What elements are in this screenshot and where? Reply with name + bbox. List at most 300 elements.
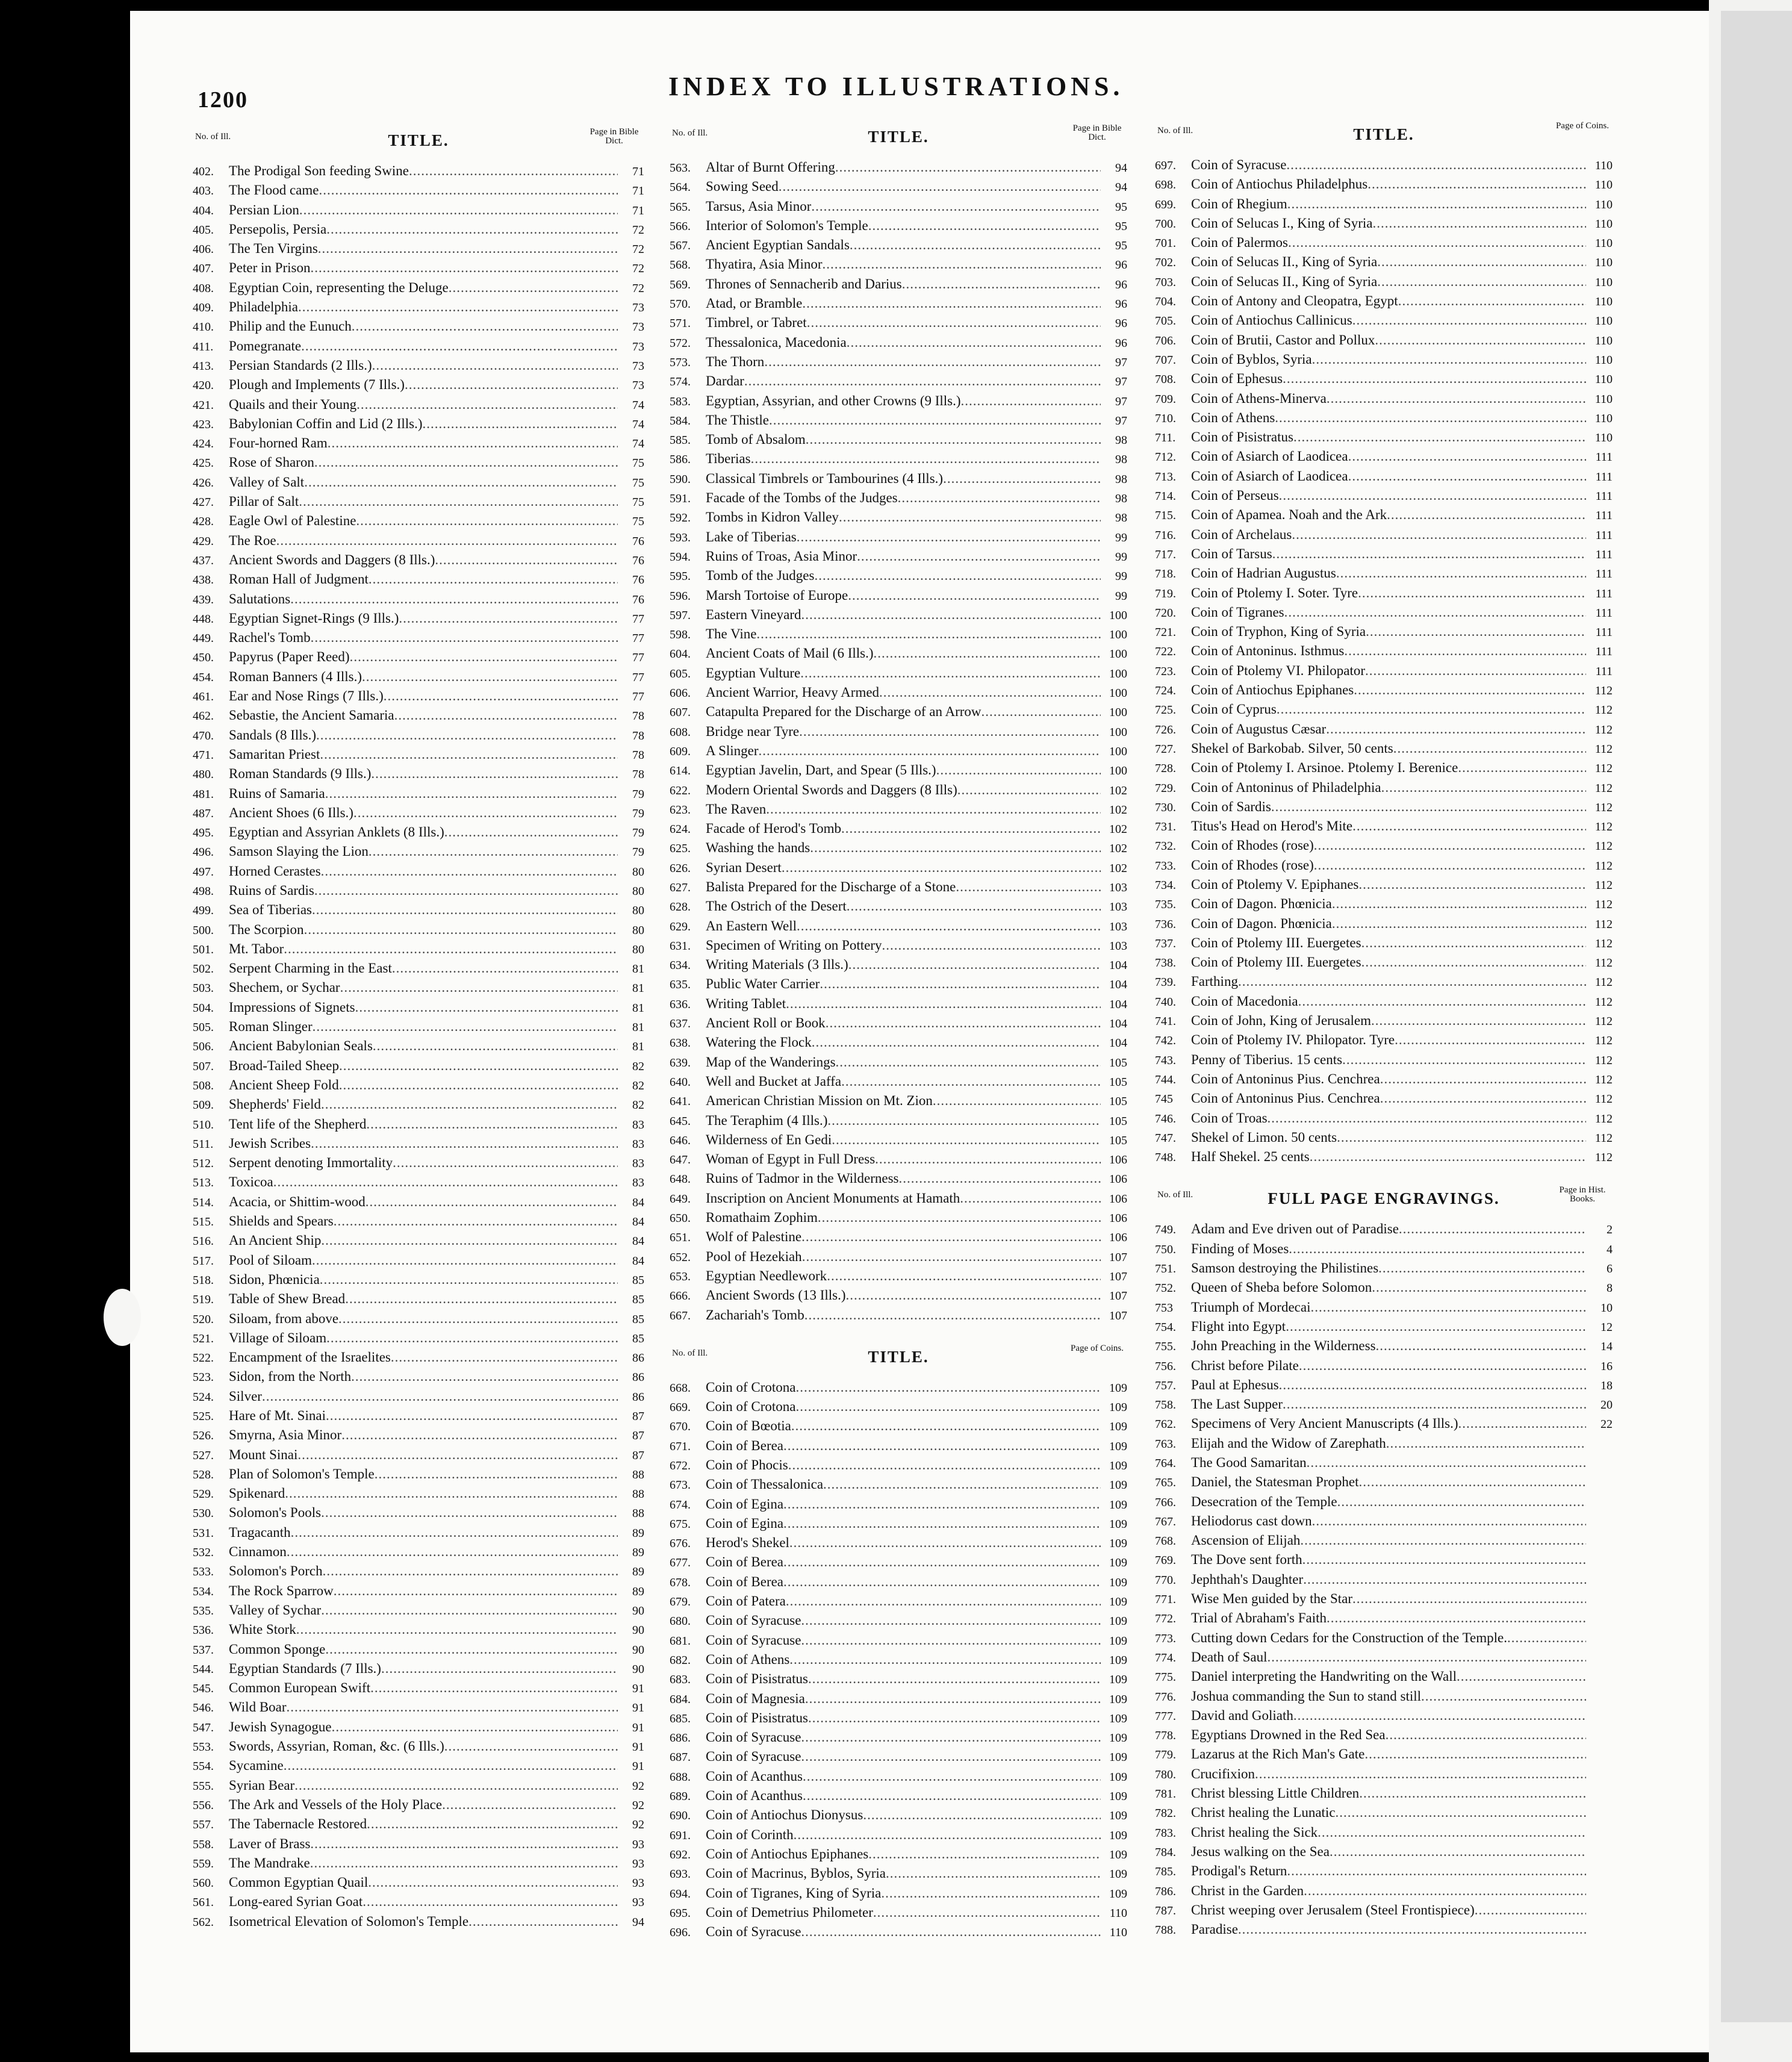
index-entry bbox=[1155, 369, 1613, 388]
illustration-number: 532. bbox=[193, 1546, 214, 1560]
page-ref: 109 bbox=[1109, 1420, 1127, 1434]
illustration-title: Coin of Tigranes, King of Syria bbox=[706, 1885, 882, 1901]
illustration-title: Coin of Rhodes (rose) bbox=[1191, 857, 1314, 873]
page-ref: 110 bbox=[1594, 295, 1613, 309]
leader-dots bbox=[1361, 933, 1586, 953]
leader-dots bbox=[321, 1231, 618, 1250]
page-ref: 109 bbox=[1109, 1692, 1127, 1706]
header-page-label: Page of Coins. bbox=[1071, 1343, 1124, 1353]
leader-dots bbox=[1399, 1219, 1586, 1239]
leader-dots bbox=[1314, 856, 1586, 875]
page-ref: 85 bbox=[632, 1273, 644, 1287]
leader-dots bbox=[442, 1795, 618, 1814]
index-entry bbox=[193, 161, 644, 181]
index-entry bbox=[670, 1728, 1127, 1747]
index-section bbox=[670, 120, 1127, 1325]
illustration-title: Bridge near Tyre bbox=[706, 723, 800, 739]
index-entry bbox=[1155, 1784, 1613, 1803]
illustration-number: 645. bbox=[670, 1114, 691, 1128]
page-ref: 96 bbox=[1115, 336, 1127, 350]
leader-dots bbox=[841, 819, 1101, 838]
index-entry bbox=[1155, 331, 1613, 350]
illustration-title: Daniel interpreting the Handwriting on the Wall bbox=[1191, 1669, 1457, 1684]
leader-dots bbox=[334, 1581, 618, 1601]
illustration-number: 429. bbox=[193, 534, 214, 548]
page-ref: 112 bbox=[1594, 800, 1613, 814]
page-ref: 72 bbox=[632, 281, 644, 295]
illustration-number: 556. bbox=[193, 1798, 214, 1812]
illustration-number: 648. bbox=[670, 1173, 691, 1186]
leader-dots bbox=[321, 1503, 618, 1522]
leader-dots bbox=[1307, 1453, 1586, 1472]
illustration-number: 597. bbox=[670, 608, 691, 622]
illustration-number: 755. bbox=[1155, 1340, 1176, 1354]
page-ref: 82 bbox=[632, 1059, 644, 1073]
leader-dots bbox=[1286, 1317, 1586, 1336]
page-ref: 80 bbox=[632, 904, 644, 918]
illustration-title: Solomon's Porch bbox=[229, 1563, 323, 1579]
page-ref: 90 bbox=[632, 1604, 644, 1618]
index-entry bbox=[1155, 1920, 1613, 1939]
page-ref: 99 bbox=[1115, 550, 1127, 564]
page-ref: 111 bbox=[1595, 626, 1613, 640]
illustration-title: Coin of Apamea. Noah and the Ark bbox=[1191, 507, 1387, 523]
illustration-title: Trial of Abraham's Faith bbox=[1191, 1610, 1327, 1626]
illustration-title: Ruins of Sardis bbox=[229, 882, 314, 898]
page-ref: 112 bbox=[1594, 995, 1613, 1009]
page-ref: 99 bbox=[1115, 531, 1127, 544]
leader-dots bbox=[898, 488, 1101, 508]
leader-dots bbox=[850, 235, 1101, 255]
page-ref: 111 bbox=[1595, 567, 1613, 581]
leader-dots bbox=[769, 411, 1101, 430]
illustration-title: An Ancient Ship bbox=[229, 1233, 322, 1248]
leader-dots bbox=[801, 1747, 1101, 1766]
index-entry bbox=[1155, 584, 1613, 603]
illustration-title: Christ blessing Little Children bbox=[1191, 1786, 1360, 1801]
leader-dots bbox=[811, 197, 1101, 216]
page-ref: 112 bbox=[1594, 839, 1613, 853]
leader-dots bbox=[868, 1845, 1101, 1864]
illustration-number: 408. bbox=[193, 281, 214, 295]
index-entry bbox=[193, 550, 644, 570]
page-ref: 107 bbox=[1109, 1289, 1127, 1303]
illustration-title: Facade of the Tombs of the Judges bbox=[706, 490, 898, 506]
leader-dots bbox=[369, 842, 618, 861]
illustration-title: Coin of Syracuse bbox=[706, 1924, 801, 1940]
index-entry bbox=[670, 586, 1127, 605]
page-ref: 111 bbox=[1595, 547, 1613, 561]
leader-dots bbox=[1358, 584, 1586, 603]
illustration-title: Herod's Shekel bbox=[706, 1535, 789, 1551]
page-ref: 20 bbox=[1601, 1398, 1613, 1412]
page-ref: 109 bbox=[1109, 1401, 1127, 1415]
illustration-number: 413. bbox=[193, 359, 214, 373]
illustration-title: Egyptian Vulture bbox=[706, 665, 801, 681]
page-ref: 109 bbox=[1109, 1848, 1127, 1861]
illustration-title: Coin of Hadrian Augustus bbox=[1191, 565, 1336, 581]
illustration-title: Mt. Tabor bbox=[229, 941, 284, 956]
index-entry bbox=[670, 235, 1127, 255]
illustration-title: Philip and the Eunuch bbox=[229, 319, 352, 334]
index-entry bbox=[193, 1231, 644, 1250]
index-entry bbox=[193, 1562, 644, 1581]
page-ref: 109 bbox=[1109, 1867, 1127, 1881]
header-number-label: No. of Ill. bbox=[195, 132, 231, 142]
leader-dots bbox=[1395, 1030, 1586, 1050]
illustration-number: 636. bbox=[670, 997, 691, 1011]
illustration-title: Long-eared Syrian Goat bbox=[229, 1894, 363, 1910]
index-entry bbox=[193, 1056, 644, 1076]
index-entry bbox=[670, 625, 1127, 644]
illustration-title: Coin of Macrinus, Byblos, Syria bbox=[706, 1866, 886, 1881]
page-ref: 110 bbox=[1594, 334, 1613, 347]
leader-dots bbox=[1364, 1745, 1586, 1764]
index-entry bbox=[670, 1786, 1127, 1805]
page-ref: 89 bbox=[632, 1546, 644, 1560]
illustration-number: 521. bbox=[193, 1332, 214, 1345]
leader-dots bbox=[1458, 758, 1586, 777]
illustration-number: 497. bbox=[193, 865, 214, 879]
index-entry bbox=[670, 411, 1127, 430]
leader-dots bbox=[1299, 1356, 1586, 1375]
illustration-number: 700. bbox=[1155, 217, 1176, 231]
illustration-number: 450. bbox=[193, 651, 214, 665]
illustration-number: 637. bbox=[670, 1017, 691, 1031]
index-entry bbox=[193, 1718, 644, 1737]
leader-dots bbox=[789, 1533, 1101, 1553]
page-ref: 100 bbox=[1109, 706, 1127, 720]
illustration-number: 777. bbox=[1155, 1709, 1176, 1723]
page-ref: 89 bbox=[632, 1584, 644, 1598]
illustration-title: Tragacanth bbox=[229, 1524, 291, 1540]
page-ref: 100 bbox=[1109, 667, 1127, 681]
illustration-title: Timbrel, or Tabret bbox=[706, 315, 807, 331]
page-ref: 85 bbox=[632, 1293, 644, 1307]
index-entry bbox=[1155, 1842, 1613, 1861]
illustration-number: 554. bbox=[193, 1760, 214, 1774]
illustration-number: 519. bbox=[193, 1293, 214, 1307]
illustration-title: A Slinger bbox=[706, 743, 759, 758]
illustration-number: 695. bbox=[670, 1906, 691, 1920]
illustration-number: 781. bbox=[1155, 1787, 1176, 1801]
illustration-title: Coin of Ptolemy III. Euergetes bbox=[1191, 935, 1361, 950]
page-ref: 75 bbox=[632, 515, 644, 529]
index-entry bbox=[670, 722, 1127, 741]
illustration-title: Babylonian Coffin and Lid (2 Ills.) bbox=[229, 416, 423, 431]
page-ref: 2 bbox=[1607, 1223, 1613, 1237]
illustration-number: 733. bbox=[1155, 859, 1176, 873]
illustration-number: 439. bbox=[193, 593, 214, 606]
illustration-title: Samson destroying the Philistines bbox=[1191, 1260, 1379, 1276]
index-entry bbox=[670, 1767, 1127, 1786]
page-ref: 96 bbox=[1115, 258, 1127, 272]
page-ref: 100 bbox=[1109, 647, 1127, 661]
leader-dots bbox=[1302, 1550, 1586, 1569]
page-ref: 10 bbox=[1601, 1301, 1613, 1315]
leader-dots bbox=[1279, 486, 1586, 505]
page-ref: 112 bbox=[1594, 762, 1613, 776]
illustration-title: Coin of Antoninus Pius. Cenchrea bbox=[1191, 1071, 1380, 1086]
illustration-title: Ancient Sheep Fold bbox=[229, 1077, 339, 1092]
page-ref: 103 bbox=[1109, 920, 1127, 933]
illustration-number: 506. bbox=[193, 1040, 214, 1054]
leader-dots bbox=[310, 1854, 618, 1873]
illustration-number: 677. bbox=[670, 1556, 691, 1570]
illustration-number: 627. bbox=[670, 880, 691, 894]
page-ref: 110 bbox=[1594, 314, 1613, 328]
leader-dots bbox=[314, 881, 618, 900]
index-entry bbox=[1155, 739, 1613, 758]
leader-dots bbox=[846, 1286, 1101, 1305]
index-entry bbox=[1155, 1375, 1613, 1395]
index-entry bbox=[193, 1640, 644, 1659]
leader-dots bbox=[350, 647, 618, 667]
page-ref: 80 bbox=[632, 923, 644, 937]
page-ref: 80 bbox=[632, 865, 644, 879]
index-entry bbox=[670, 488, 1127, 508]
illustration-number: 624. bbox=[670, 823, 691, 836]
index-entry bbox=[670, 917, 1127, 936]
index-entry bbox=[1155, 1881, 1613, 1901]
index-entry bbox=[193, 201, 644, 220]
illustration-number: 772. bbox=[1155, 1612, 1176, 1626]
illustration-title: Coin of Patera bbox=[706, 1593, 786, 1609]
illustration-title: Ear and Nose Rings (7 Ills.) bbox=[229, 688, 384, 704]
illustration-number: 510. bbox=[193, 1118, 214, 1132]
illustration-number: 504. bbox=[193, 1001, 214, 1015]
illustration-title: Thyatira, Asia Minor bbox=[706, 257, 823, 272]
illustration-number: 687. bbox=[670, 1751, 691, 1765]
illustration-number: 694. bbox=[670, 1887, 691, 1901]
index-entry bbox=[670, 1416, 1127, 1436]
illustration-title: Coin of Pisistratus bbox=[706, 1671, 808, 1687]
illustration-title: The Tabernacle Restored bbox=[229, 1816, 367, 1832]
illustration-number: 641. bbox=[670, 1095, 691, 1109]
leader-dots bbox=[1287, 1861, 1586, 1881]
illustration-title: Broad-Tailed Sheep bbox=[229, 1057, 339, 1073]
page-ref: 84 bbox=[632, 1235, 644, 1248]
illustration-number: 625. bbox=[670, 842, 691, 856]
page-ref: 77 bbox=[632, 670, 644, 684]
leader-dots bbox=[1387, 505, 1586, 525]
leader-dots bbox=[863, 1805, 1101, 1825]
leader-dots bbox=[847, 333, 1101, 352]
illustration-number: 771. bbox=[1155, 1593, 1176, 1607]
leader-dots bbox=[320, 745, 618, 764]
page-ref: 109 bbox=[1109, 1790, 1127, 1804]
page-ref: 78 bbox=[632, 748, 644, 762]
illustration-title: Coin of Ephesus bbox=[1191, 371, 1283, 387]
page-ref: 92 bbox=[632, 1818, 644, 1832]
page-ref: 111 bbox=[1595, 606, 1613, 620]
page-ref: 112 bbox=[1594, 859, 1613, 873]
leader-dots bbox=[957, 780, 1101, 800]
illustration-title: Interior of Solomon's Temple bbox=[706, 217, 868, 233]
index-entry bbox=[1155, 933, 1613, 953]
leader-dots bbox=[1287, 195, 1586, 214]
leader-dots bbox=[796, 1378, 1101, 1397]
illustration-number: 742. bbox=[1155, 1034, 1176, 1048]
page-ref: 109 bbox=[1109, 1498, 1127, 1512]
illustration-number: 681. bbox=[670, 1634, 691, 1648]
illustration-number: 727. bbox=[1155, 742, 1176, 756]
illustration-number: 536. bbox=[193, 1624, 214, 1637]
leader-dots bbox=[1359, 1472, 1587, 1492]
illustration-number: 788. bbox=[1155, 1923, 1176, 1937]
leader-dots bbox=[786, 1592, 1101, 1611]
page-ref: 84 bbox=[632, 1215, 644, 1229]
index-entry bbox=[193, 1445, 644, 1465]
illustration-number: 696. bbox=[670, 1926, 691, 1940]
leader-dots bbox=[805, 1689, 1101, 1708]
illustration-number: 720. bbox=[1155, 606, 1176, 620]
index-entry bbox=[193, 337, 644, 356]
illustration-title: Titus's Head on Herod's Mite bbox=[1191, 818, 1353, 834]
index-entry bbox=[1155, 914, 1613, 933]
illustration-number: 514. bbox=[193, 1195, 214, 1209]
illustration-number: 711. bbox=[1155, 431, 1176, 445]
leader-dots bbox=[818, 1208, 1101, 1227]
illustration-number: 523. bbox=[193, 1371, 214, 1385]
index-entry bbox=[193, 745, 644, 764]
illustration-number: 470. bbox=[193, 729, 214, 743]
page-ref: 109 bbox=[1109, 1615, 1127, 1628]
illustration-title: Coin of Selucas II., King of Syria bbox=[1191, 254, 1378, 270]
page-ref: 87 bbox=[632, 1448, 644, 1462]
illustration-number: 672. bbox=[670, 1459, 691, 1472]
leader-dots bbox=[1376, 1336, 1586, 1356]
leader-dots bbox=[1375, 331, 1586, 350]
illustration-number: 533. bbox=[193, 1565, 214, 1579]
section-gap bbox=[1155, 1166, 1613, 1182]
page-ref: 112 bbox=[1594, 684, 1613, 698]
page-ref: 106 bbox=[1109, 1212, 1127, 1226]
illustration-title: Coin of Cyprus bbox=[1191, 702, 1277, 717]
illustration-title: Finding of Moses bbox=[1191, 1241, 1289, 1256]
leader-dots bbox=[351, 1367, 618, 1386]
illustration-title: The Thistle bbox=[706, 412, 769, 428]
leader-dots bbox=[786, 994, 1101, 1014]
index-entry bbox=[670, 1053, 1127, 1072]
illustration-number: 517. bbox=[193, 1254, 214, 1268]
page-ref: 109 bbox=[1109, 1673, 1127, 1687]
leader-dots bbox=[796, 1397, 1101, 1416]
page-ref: 111 bbox=[1595, 490, 1613, 503]
illustration-title: Ancient Babylonian Seals bbox=[229, 1038, 373, 1054]
index-entry bbox=[193, 1854, 644, 1873]
illustration-number: 719. bbox=[1155, 587, 1176, 600]
index-entry bbox=[1155, 1070, 1613, 1089]
leader-dots bbox=[1380, 1089, 1586, 1108]
illustration-number: 571. bbox=[670, 317, 691, 331]
illustration-number: 776. bbox=[1155, 1690, 1176, 1704]
page-ref: 98 bbox=[1115, 511, 1127, 525]
index-entry bbox=[193, 258, 644, 278]
leader-dots bbox=[294, 1776, 618, 1795]
index-entry bbox=[670, 1014, 1127, 1033]
illustration-title: Laver of Brass bbox=[229, 1836, 311, 1851]
leader-dots bbox=[310, 258, 618, 278]
index-entry bbox=[670, 1553, 1127, 1572]
illustration-number: 569. bbox=[670, 278, 691, 291]
illustration-title: The Rock Sparrow bbox=[229, 1583, 334, 1598]
illustration-number: 667. bbox=[670, 1309, 691, 1322]
page-ref: 84 bbox=[632, 1195, 644, 1209]
illustration-title: Coin of Syracuse bbox=[706, 1613, 801, 1628]
leader-dots bbox=[356, 395, 618, 414]
header-page-label: Page in Bible Dict. bbox=[1072, 123, 1122, 142]
illustration-number: 783. bbox=[1155, 1826, 1176, 1840]
page-ref: 112 bbox=[1594, 742, 1613, 756]
index-entry bbox=[193, 1678, 644, 1698]
illustration-number: 704. bbox=[1155, 295, 1176, 309]
index-entry bbox=[193, 881, 644, 900]
page-ref: 71 bbox=[632, 165, 644, 178]
leader-dots bbox=[1352, 311, 1586, 330]
leader-dots bbox=[316, 726, 618, 745]
illustration-title: Coin of Ptolemy III. Euergetes bbox=[1191, 955, 1361, 970]
index-entry bbox=[193, 764, 644, 783]
illustration-number: 715. bbox=[1155, 509, 1176, 523]
leader-dots bbox=[1336, 564, 1586, 583]
leader-dots bbox=[857, 547, 1101, 566]
illustration-title: Coin of Asiarch of Laodicea bbox=[1191, 468, 1348, 484]
page-ref: 73 bbox=[632, 301, 644, 315]
illustration-number: 770. bbox=[1155, 1573, 1176, 1587]
leader-dots bbox=[284, 939, 618, 959]
illustration-number: 520. bbox=[193, 1312, 214, 1326]
leader-dots bbox=[759, 741, 1101, 761]
page-ref: 86 bbox=[632, 1390, 644, 1404]
index-entry bbox=[193, 1698, 644, 1717]
page-ref: 72 bbox=[632, 262, 644, 276]
leader-dots bbox=[319, 181, 618, 200]
index-column-1 bbox=[193, 124, 644, 1931]
illustration-title: Samson Slaying the Lion bbox=[229, 844, 369, 859]
illustration-title: Coin of Selucas II., King of Syria bbox=[1191, 273, 1378, 289]
illustration-number: 507. bbox=[193, 1059, 214, 1073]
leader-dots bbox=[345, 1289, 618, 1309]
index-entry bbox=[1155, 1589, 1613, 1609]
illustration-title: Coin of Tigranes bbox=[1191, 604, 1284, 620]
illustration-title: Pool of Hezekiah bbox=[706, 1248, 802, 1264]
index-entry bbox=[1155, 1628, 1613, 1648]
index-entry bbox=[193, 1328, 644, 1348]
index-entry bbox=[1155, 875, 1613, 894]
illustration-title: Triumph of Mordecai bbox=[1191, 1299, 1311, 1315]
page-ref: 76 bbox=[632, 553, 644, 567]
illustration-number: 780. bbox=[1155, 1768, 1176, 1781]
page-ref: 99 bbox=[1115, 589, 1127, 603]
index-entry bbox=[1155, 1472, 1613, 1492]
illustration-title: Christ healing the Lunatic bbox=[1191, 1805, 1336, 1821]
leader-dots bbox=[298, 297, 618, 317]
page-ref: 107 bbox=[1109, 1250, 1127, 1264]
section-header bbox=[1155, 118, 1613, 155]
illustration-title: Christ in the Garden bbox=[1191, 1883, 1304, 1898]
index-entry bbox=[670, 1436, 1127, 1456]
illustration-number: 726. bbox=[1155, 723, 1176, 737]
illustration-title: Silver bbox=[229, 1388, 262, 1404]
index-entry bbox=[1155, 1861, 1613, 1881]
illustration-number: 710. bbox=[1155, 411, 1176, 425]
page-ref: 110 bbox=[1594, 237, 1613, 251]
index-entry bbox=[1155, 564, 1613, 583]
leader-dots bbox=[353, 803, 618, 823]
index-entry bbox=[193, 803, 644, 823]
header-number-label: No. of Ill. bbox=[672, 128, 708, 138]
